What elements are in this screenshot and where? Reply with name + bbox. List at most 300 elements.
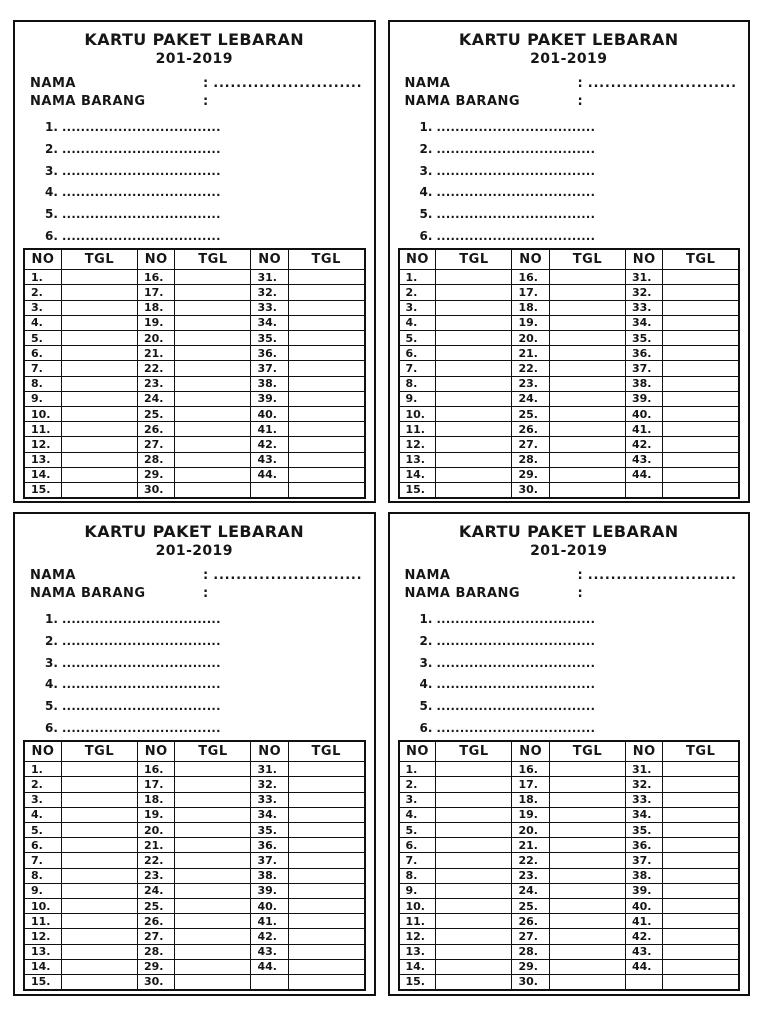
date-cell	[549, 315, 625, 330]
date-cell	[549, 868, 625, 883]
table-row	[399, 898, 740, 913]
table-body	[24, 762, 365, 990]
row-number-cell: 13.	[399, 944, 436, 959]
row-number-cell: 30.	[512, 974, 549, 989]
field-row-nama	[30, 75, 374, 93]
row-number-cell: 3.	[399, 792, 436, 807]
date-cell	[549, 944, 625, 959]
item-number: 4.	[419, 185, 433, 200]
date-cell	[61, 300, 137, 315]
column-header: NO	[24, 249, 61, 270]
item-row	[420, 204, 749, 226]
row-number-cell: 23.	[137, 868, 174, 883]
row-number-cell: 33.	[251, 792, 288, 807]
item-dotted-line: ..................................	[436, 120, 596, 134]
field-row-nama-barang	[405, 585, 749, 603]
row-number-cell: 32.	[625, 777, 662, 792]
row-number-cell: 18.	[512, 792, 549, 807]
date-cell	[549, 914, 625, 929]
item-dotted-line: ..................................	[436, 163, 596, 178]
table-row	[24, 853, 365, 868]
item-row	[45, 696, 374, 718]
field-label-nama-barang: NAMA BARANG	[404, 586, 521, 601]
date-cell	[436, 914, 512, 929]
date-cell	[61, 944, 137, 959]
date-cell	[175, 929, 251, 944]
row-number-cell: 38.	[625, 868, 662, 883]
date-cell	[436, 959, 512, 974]
date-cell	[436, 467, 512, 482]
item-number: 3.	[419, 655, 433, 670]
date-cell	[288, 406, 364, 421]
date-cell	[288, 807, 364, 822]
date-cell	[175, 270, 251, 285]
date-cell	[175, 482, 251, 497]
table-body	[399, 762, 740, 990]
item-dotted-line: ..................................	[62, 207, 221, 222]
table-row	[399, 868, 740, 883]
row-number-cell: 21.	[512, 346, 549, 361]
date-cell	[288, 331, 364, 346]
date-cell	[175, 807, 251, 822]
row-number-cell: 1.	[24, 762, 61, 777]
date-cell	[436, 777, 512, 792]
table-row	[24, 823, 365, 838]
row-number-cell: 19.	[137, 315, 174, 330]
row-number-cell: 19.	[137, 807, 174, 822]
table-row	[24, 838, 365, 853]
row-number-cell: 30.	[137, 482, 174, 497]
date-cell	[549, 792, 625, 807]
row-number-cell: 13.	[24, 944, 61, 959]
fields-block	[405, 75, 749, 111]
date-cell	[436, 792, 512, 807]
row-number-cell: 35.	[625, 331, 662, 346]
date-cell	[61, 762, 137, 777]
row-number-cell: 26.	[137, 914, 174, 929]
table-row	[24, 944, 365, 959]
row-number-cell: 11.	[399, 914, 436, 929]
field-row-nama-barang	[30, 585, 374, 603]
table-row	[399, 467, 740, 482]
row-number-cell: 9.	[24, 883, 61, 898]
date-cell	[436, 853, 512, 868]
row-number-cell: 38.	[251, 376, 288, 391]
table-row	[399, 929, 740, 944]
item-number: 6.	[419, 720, 433, 735]
date-cell	[288, 422, 364, 437]
row-number-cell: 2.	[399, 285, 436, 300]
date-cell	[549, 270, 625, 285]
item-number: 1.	[45, 612, 58, 626]
table-row	[399, 914, 740, 929]
date-cell	[549, 959, 625, 974]
row-number-cell: 20.	[137, 823, 174, 838]
row-number-cell: 29.	[137, 959, 174, 974]
column-header: TGL	[175, 741, 251, 762]
table-row	[24, 361, 365, 376]
date-cell	[436, 361, 512, 376]
row-number-cell: 35.	[625, 823, 662, 838]
row-number-cell: 43.	[625, 452, 662, 467]
date-cell	[436, 944, 512, 959]
date-cell	[436, 762, 512, 777]
date-cell	[663, 944, 739, 959]
field-row-nama-barang	[30, 93, 374, 111]
row-number-cell: 12.	[24, 437, 61, 452]
row-number-cell: 25.	[137, 898, 174, 913]
column-header: NO	[399, 249, 436, 270]
date-cell	[663, 974, 739, 989]
row-number-cell: 9.	[24, 391, 61, 406]
date-cell	[549, 838, 625, 853]
schedule-table-wrap	[398, 740, 741, 991]
row-number-cell: 23.	[137, 376, 174, 391]
row-number-cell: 16.	[512, 762, 549, 777]
row-number-cell: 9.	[399, 391, 436, 406]
date-cell	[288, 361, 364, 376]
schedule-table	[23, 248, 366, 499]
row-number-cell: 32.	[625, 285, 662, 300]
row-number-cell: 41.	[625, 422, 662, 437]
row-number-cell: 9.	[399, 883, 436, 898]
row-number-cell: 36.	[251, 838, 288, 853]
date-cell	[175, 467, 251, 482]
item-row	[420, 226, 749, 248]
row-number-cell: 24.	[137, 883, 174, 898]
row-number-cell: 11.	[24, 914, 61, 929]
row-number-cell: 7.	[399, 361, 436, 376]
date-cell	[436, 346, 512, 361]
card-header	[390, 514, 749, 560]
table-row	[24, 452, 365, 467]
date-cell	[175, 315, 251, 330]
row-number-cell: 44.	[625, 959, 662, 974]
table-row	[24, 868, 365, 883]
column-header: NO	[251, 249, 288, 270]
item-dotted-line: ..................................	[62, 163, 221, 178]
date-cell	[549, 853, 625, 868]
row-number-cell: 42.	[625, 929, 662, 944]
date-cell	[61, 823, 137, 838]
date-cell	[61, 929, 137, 944]
item-number: 2.	[45, 141, 58, 156]
item-number: 5.	[419, 699, 433, 714]
item-number: 2.	[45, 633, 58, 648]
column-header: NO	[512, 741, 549, 762]
table-row	[399, 792, 740, 807]
date-cell	[288, 467, 364, 482]
row-number-cell: 3.	[24, 300, 61, 315]
items-list	[45, 609, 374, 740]
field-row-nama-barang	[405, 93, 749, 111]
row-number-cell: 23.	[512, 868, 549, 883]
row-number-cell: 8.	[24, 868, 61, 883]
date-cell	[288, 883, 364, 898]
card-header	[15, 22, 374, 68]
row-number-cell: 41.	[251, 914, 288, 929]
date-cell	[61, 482, 137, 497]
item-dotted-line: ..................................	[436, 677, 596, 692]
row-number-cell: 39.	[625, 391, 662, 406]
date-cell	[61, 315, 137, 330]
row-number-cell: 18.	[137, 300, 174, 315]
field-label-nama: NAMA	[30, 76, 76, 91]
item-number: 4.	[419, 677, 433, 692]
row-number-cell: 32.	[251, 777, 288, 792]
table-row	[24, 422, 365, 437]
row-number-cell: 7.	[399, 853, 436, 868]
row-number-cell: 39.	[625, 883, 662, 898]
items-list	[420, 609, 749, 740]
schedule-table-wrap	[23, 248, 366, 499]
item-dotted-line: ..................................	[62, 185, 221, 200]
row-number-cell: 31.	[251, 762, 288, 777]
row-number-cell: 28.	[512, 944, 549, 959]
column-header: TGL	[549, 741, 625, 762]
row-number-cell: 4.	[24, 315, 61, 330]
date-cell	[288, 853, 364, 868]
date-cell	[436, 270, 512, 285]
date-cell	[549, 898, 625, 913]
item-dotted-line: ..................................	[436, 207, 596, 222]
row-number-cell: 21.	[137, 346, 174, 361]
table-row	[24, 315, 365, 330]
row-number-cell: 26.	[512, 914, 549, 929]
column-header: TGL	[288, 249, 364, 270]
date-cell	[663, 898, 739, 913]
date-cell	[288, 285, 364, 300]
date-cell	[663, 346, 739, 361]
table-row	[399, 300, 740, 315]
item-row	[420, 117, 749, 139]
row-number-cell: 27.	[137, 929, 174, 944]
row-number-cell: 35.	[251, 331, 288, 346]
date-cell	[175, 376, 251, 391]
row-number-cell: 20.	[512, 823, 549, 838]
date-cell	[175, 792, 251, 807]
row-number-cell: 26.	[512, 422, 549, 437]
date-cell	[436, 929, 512, 944]
row-number-cell: 12.	[399, 929, 436, 944]
date-cell	[175, 823, 251, 838]
card-subtitle: 201-2019	[530, 51, 608, 67]
items-list	[420, 117, 749, 248]
table-row	[24, 792, 365, 807]
row-number-cell: 31.	[625, 762, 662, 777]
date-cell	[288, 300, 364, 315]
date-cell	[549, 300, 625, 315]
date-cell	[549, 883, 625, 898]
table-row	[24, 929, 365, 944]
item-dotted-line: ..................................	[436, 228, 596, 243]
row-number-cell: 21.	[512, 838, 549, 853]
date-cell	[663, 285, 739, 300]
row-number-cell: 37.	[625, 361, 662, 376]
item-number: 1.	[419, 120, 433, 134]
row-number-cell: 44.	[251, 467, 288, 482]
row-number-cell: 31.	[251, 270, 288, 285]
row-number-cell: 5.	[399, 823, 436, 838]
date-cell	[436, 838, 512, 853]
date-cell	[61, 346, 137, 361]
column-header: NO	[399, 741, 436, 762]
row-number-cell: 27.	[512, 929, 549, 944]
date-cell	[436, 898, 512, 913]
date-cell	[288, 929, 364, 944]
date-cell	[61, 376, 137, 391]
table-row	[24, 406, 365, 421]
column-header: NO	[625, 249, 662, 270]
date-cell	[436, 391, 512, 406]
table-header-row	[399, 249, 740, 270]
date-cell	[61, 807, 137, 822]
date-cell	[175, 406, 251, 421]
date-cell	[175, 974, 251, 989]
item-number: 5.	[45, 699, 58, 714]
date-cell	[288, 777, 364, 792]
date-cell	[663, 914, 739, 929]
item-number: 2.	[419, 141, 433, 156]
card-4	[388, 512, 751, 996]
item-row	[420, 653, 749, 675]
date-cell	[288, 270, 364, 285]
date-cell	[175, 452, 251, 467]
fields-block	[30, 567, 374, 603]
date-cell	[663, 376, 739, 391]
date-cell	[61, 959, 137, 974]
item-row	[420, 696, 749, 718]
table-row	[24, 285, 365, 300]
fields-block	[405, 567, 749, 603]
row-number-cell: 2.	[24, 777, 61, 792]
row-number-cell: 34.	[251, 315, 288, 330]
row-number-cell: 19.	[512, 315, 549, 330]
row-number-cell: 44.	[625, 467, 662, 482]
row-number-cell: 1.	[399, 762, 436, 777]
item-dotted-line: ..................................	[436, 699, 596, 714]
card-title: KARTU PAKET LEBARAN	[458, 522, 679, 541]
column-header: NO	[512, 249, 549, 270]
date-cell	[663, 300, 739, 315]
row-number-cell	[251, 482, 288, 497]
date-cell	[288, 944, 364, 959]
row-number-cell: 28.	[512, 452, 549, 467]
column-header: TGL	[288, 741, 364, 762]
table-row	[399, 346, 740, 361]
row-number-cell: 16.	[137, 270, 174, 285]
item-number: 3.	[45, 163, 58, 178]
date-cell	[175, 959, 251, 974]
card-3	[13, 512, 376, 996]
table-header-row	[24, 249, 365, 270]
row-number-cell: 20.	[137, 331, 174, 346]
row-number-cell: 29.	[137, 467, 174, 482]
item-dotted-line: ..................................	[436, 612, 596, 626]
date-cell	[436, 422, 512, 437]
date-cell	[61, 914, 137, 929]
row-number-cell: 40.	[251, 406, 288, 421]
table-row	[24, 807, 365, 822]
field-separator: :	[203, 568, 209, 583]
row-number-cell: 41.	[625, 914, 662, 929]
field-separator: :	[203, 76, 209, 91]
date-cell	[61, 898, 137, 913]
row-number-cell: 14.	[399, 467, 436, 482]
item-dotted-line: ..................................	[436, 720, 596, 735]
schedule-table-wrap	[23, 740, 366, 991]
date-cell	[549, 467, 625, 482]
table-row	[399, 944, 740, 959]
item-dotted-line: ..................................	[436, 185, 596, 200]
row-number-cell: 31.	[625, 270, 662, 285]
row-number-cell: 17.	[512, 777, 549, 792]
date-cell	[663, 406, 739, 421]
date-cell	[549, 422, 625, 437]
date-cell	[175, 391, 251, 406]
table-header-row	[24, 741, 365, 762]
column-header: TGL	[436, 249, 512, 270]
table-row	[399, 406, 740, 421]
date-cell	[549, 285, 625, 300]
row-number-cell: 6.	[24, 838, 61, 853]
item-row	[45, 674, 374, 696]
date-cell	[61, 361, 137, 376]
table-row	[24, 467, 365, 482]
row-number-cell: 22.	[512, 361, 549, 376]
table-row	[399, 807, 740, 822]
field-label-nama-barang: NAMA BARANG	[30, 94, 146, 109]
row-number-cell: 33.	[251, 300, 288, 315]
date-cell	[549, 376, 625, 391]
row-number-cell: 27.	[137, 437, 174, 452]
date-cell	[663, 437, 739, 452]
row-number-cell: 15.	[399, 482, 436, 497]
table-body	[399, 270, 740, 498]
table-row	[24, 376, 365, 391]
row-number-cell: 24.	[512, 391, 549, 406]
row-number-cell: 29.	[512, 467, 549, 482]
item-row	[45, 631, 374, 653]
row-number-cell: 23.	[512, 376, 549, 391]
row-number-cell	[625, 482, 662, 497]
field-label-nama: NAMA	[30, 568, 76, 583]
table-row	[399, 823, 740, 838]
item-dotted-line: ..................................	[62, 141, 221, 156]
date-cell	[549, 807, 625, 822]
date-cell	[61, 437, 137, 452]
row-number-cell: 14.	[24, 467, 61, 482]
card-1	[13, 20, 376, 503]
row-number-cell: 28.	[137, 452, 174, 467]
date-cell	[436, 807, 512, 822]
row-number-cell: 43.	[625, 944, 662, 959]
table-body	[24, 270, 365, 498]
field-separator: :	[203, 586, 209, 601]
table-row	[399, 762, 740, 777]
field-separator: :	[577, 76, 583, 91]
card-title: KARTU PAKET LEBARAN	[84, 522, 305, 541]
date-cell	[61, 467, 137, 482]
row-number-cell	[625, 974, 662, 989]
date-cell	[175, 838, 251, 853]
row-number-cell: 42.	[251, 929, 288, 944]
date-cell	[288, 346, 364, 361]
row-number-cell: 25.	[512, 406, 549, 421]
date-cell	[175, 762, 251, 777]
column-header: NO	[251, 741, 288, 762]
row-number-cell: 29.	[512, 959, 549, 974]
